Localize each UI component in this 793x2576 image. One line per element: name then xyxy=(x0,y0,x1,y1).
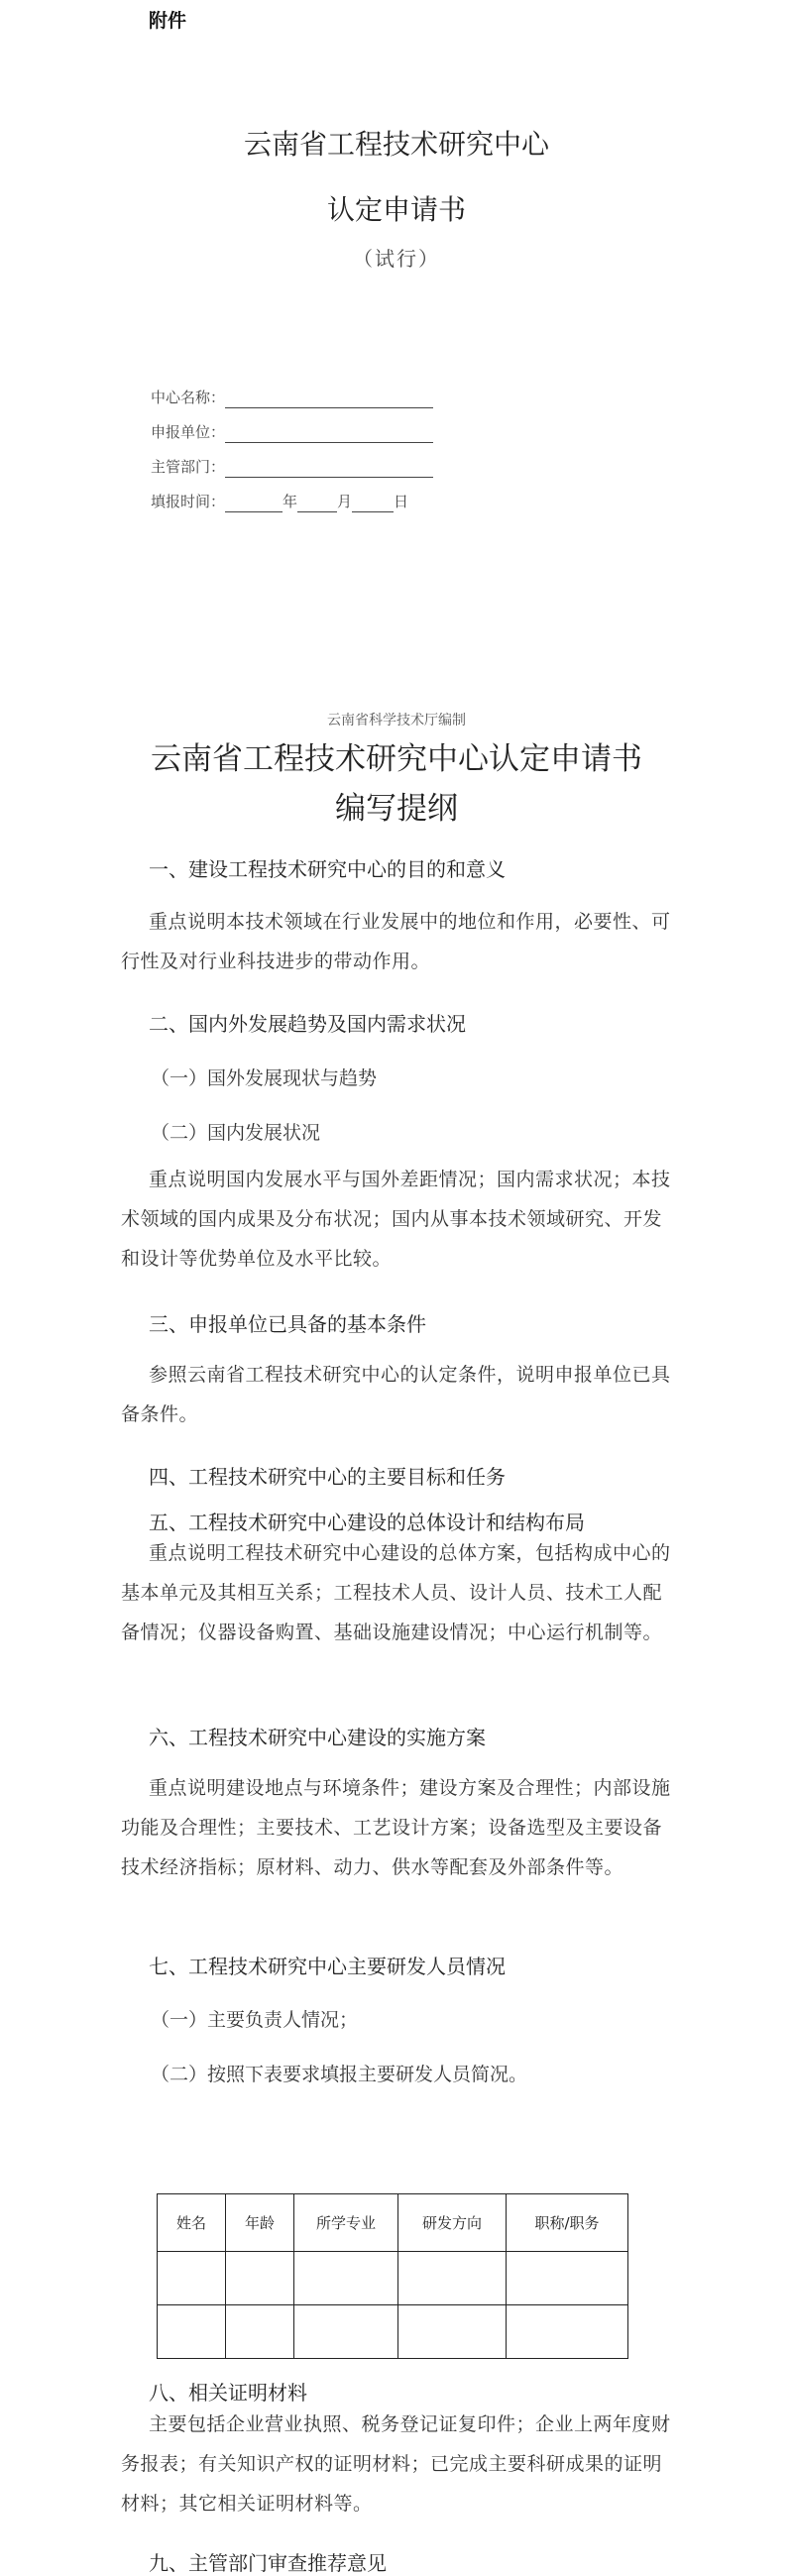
section-6-heading: 六、工程技术研究中心建设的实施方案 xyxy=(149,1726,486,1749)
section-8-body: 主要包括企业营业执照、税务登记证复印件；企业上两年度财务报表；有关知识产权的证明材料；已完成主要科研成果的证明材料；其它相关证明材料等。 xyxy=(121,2413,671,2515)
table-cell xyxy=(294,2305,398,2359)
table-cell xyxy=(226,2305,294,2359)
issuer-note: 云南省科学技术厅编制 xyxy=(327,713,466,728)
section-2-sub1: （一）国外发展现状与趋势 xyxy=(151,1067,378,1089)
supervisor-dept-blank xyxy=(225,461,433,478)
month-blank xyxy=(297,496,337,512)
section-5-body: 重点说明工程技术研究中心建设的总体方案，包括构成中心的基本单元及其相互关系；工程技术人员、设计人员、技术工人配备情况；仪器设备购置、基础设施建设情况；中心运行机制等。 xyxy=(121,1542,671,1643)
cover-title-line1: 云南省工程技术研究中心 xyxy=(243,128,549,161)
section-6-body: 重点说明建设地点与环境条件；建设方案及合理性；内部设施功能及合理性；主要技术、工艺设计方案；设备选型及主要设备技术经济指标；原材料、动力、供水等配套及外部条件等。 xyxy=(121,1777,671,1878)
year-blank xyxy=(225,496,283,512)
section-7-sub1: （一）主要负责人情况； xyxy=(151,2009,359,2031)
supervisor-dept-field xyxy=(151,456,433,478)
table-cell xyxy=(294,2252,398,2305)
year-label: 年 xyxy=(283,493,298,510)
header-major: 所学专业 xyxy=(294,2194,398,2252)
section-2-sub2: （二）国内发展状况 xyxy=(151,1122,321,1144)
header-age: 年龄 xyxy=(226,2194,294,2252)
table-cell xyxy=(507,2305,628,2359)
section-9-heading: 九、主管部门审查推荐意见 xyxy=(149,2551,387,2575)
section-7-sub2: （二）按照下表要求填报主要研发人员简况。 xyxy=(151,2064,528,2085)
table-cell xyxy=(507,2252,628,2305)
table-cell xyxy=(226,2252,294,2305)
section-1-body: 重点说明本技术领域在行业发展中的地位和作用，必要性、可行性及对行业科技进步的带动作用。 xyxy=(121,911,671,972)
day-label: 日 xyxy=(394,493,409,510)
section-3-body: 参照云南省工程技术研究中心的认定条件，说明申报单位已具备条件。 xyxy=(121,1364,671,1425)
cover-title-line2: 认定申请书 xyxy=(326,193,466,226)
table-cell xyxy=(398,2252,507,2305)
staff-table xyxy=(157,2193,628,2359)
day-blank xyxy=(352,496,394,512)
attachment-label: 附件 xyxy=(149,10,187,32)
staff-table-header-row xyxy=(158,2194,628,2252)
fill-date-field xyxy=(151,491,408,512)
center-name-blank xyxy=(225,392,433,408)
section-2-heading: 二、国内外发展趋势及国内需求状况 xyxy=(149,1012,466,1036)
section-2-body: 重点说明国内发展水平与国外差距情况；国内需求状况；本技术领域的国内成果及分布状况；国内从事本技术领域研究、开发和设计等优势单位及水平比较。 xyxy=(121,1169,671,1270)
trial-note: （试行） xyxy=(353,247,440,271)
section-8-heading: 八、相关证明材料 xyxy=(149,2381,307,2405)
section-3-heading: 三、申报单位已具备的基本条件 xyxy=(149,1312,426,1336)
outline-title: 云南省工程技术研究中心认定申请书编写提纲 xyxy=(151,741,642,827)
center-name-field xyxy=(151,387,433,408)
header-name: 姓名 xyxy=(158,2194,226,2252)
applicant-unit-label: 申报单位： xyxy=(151,423,226,441)
table-row xyxy=(158,2305,628,2359)
fill-date-label: 填报时间： xyxy=(151,493,226,510)
table-cell xyxy=(158,2252,226,2305)
table-row xyxy=(158,2252,628,2305)
section-5-heading: 五、工程技术研究中心建设的总体设计和结构布局 xyxy=(149,1511,585,1534)
section-4-heading: 四、工程技术研究中心的主要目标和任务 xyxy=(149,1465,506,1489)
table-cell xyxy=(398,2305,507,2359)
header-research-direction: 研发方向 xyxy=(398,2194,507,2252)
applicant-unit-blank xyxy=(225,426,433,443)
supervisor-dept-label: 主管部门： xyxy=(151,458,226,476)
section-7-heading: 七、工程技术研究中心主要研发人员情况 xyxy=(149,1955,506,1978)
section-1-heading: 一、建设工程技术研究中心的目的和意义 xyxy=(149,857,506,881)
table-cell xyxy=(158,2305,226,2359)
header-title-position: 职称/职务 xyxy=(507,2194,628,2252)
applicant-unit-field xyxy=(151,421,433,443)
month-label: 月 xyxy=(337,493,353,510)
center-name-label: 中心名称： xyxy=(151,389,226,406)
